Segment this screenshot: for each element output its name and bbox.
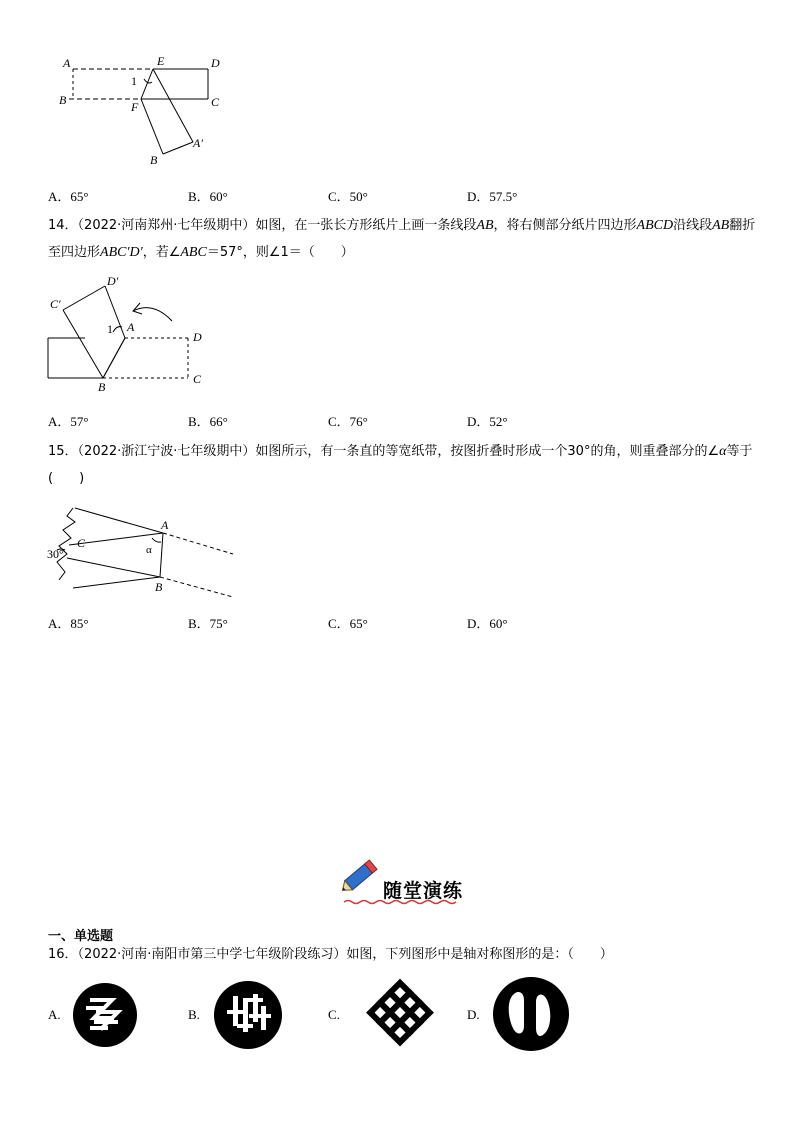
q15-label-alpha: α [146,544,152,556]
q14-label-d-prime: D′ [107,275,119,288]
q14-source: （2022·河南郑州·七年级期中） [77,218,256,233]
q14-text-2: ，将右侧部分纸片四边形 [493,218,637,233]
q15-option-a: A．85° [48,616,89,631]
q16-text: 如图，下列图形中是轴对称图形的是：（ ） [346,947,613,962]
q14-abc: ABC [180,245,207,260]
q16-stem [48,941,760,968]
q16-source: （2022·河南·南阳市第三中学七年级阶段练习） [77,947,347,962]
q15-option-d: D．60° [467,616,508,631]
banner-title: 随堂演练 [383,880,464,902]
q15-label-30: 30° [47,547,64,561]
logo-a-icon [72,982,138,1048]
q14-ab-1: AB [476,218,494,233]
q15-alpha: α [719,444,727,459]
q16-number: 16． [48,947,78,962]
q14-option-c: C．76° [328,414,368,429]
q14-ab-2: AB [712,218,730,233]
q14-abcd: ABCD [636,218,674,233]
q14-text-3: 沿线段 [673,218,713,233]
q14-option-b: B．66° [188,414,228,429]
q13-label-c: C [211,95,220,109]
logo-d-icon [492,976,570,1052]
q13-option-a: A．65° [48,189,89,204]
q13-label-a: A [63,56,71,70]
q15-text-2: 等于( ) [48,444,753,486]
q15-source: （2022·浙江宁波·七年级期中） [77,444,256,459]
q13-label-a-prime: A′ [193,136,203,150]
logo-b-icon [213,980,283,1050]
q13-label-e: E [157,54,165,68]
q13-option-b: B．60° [188,189,228,204]
q14-text-5: ，若∠ [142,245,181,260]
q14-text-6: ＝57°，则∠1＝（ ） [206,245,354,260]
q16-option-b-label: B. [188,1007,200,1022]
q14-option-a: A．57° [48,414,89,429]
q16-option-d-label: D. [467,1007,480,1022]
q14-number: 14． [48,218,78,233]
q13-label-b: B [150,153,158,164]
knot-c-icon [354,976,446,1052]
q14-stem [48,212,760,266]
q15-label-c: C [77,536,86,550]
q14-label-b: B [98,380,106,393]
q13-label-d: D [211,56,220,70]
q14-option-d: D．52° [467,414,508,429]
q14-label-a: A [127,320,135,334]
q13-label-f: F [131,100,139,114]
q13-option-d: D．57.5° [467,189,518,204]
q16-option-c-label: C. [328,1007,340,1022]
q14-text-1: 如图，在一张长方形纸片上画一条线段 [255,218,477,233]
q15-text-1: 如图所示，有一条直的等宽纸带，按图折叠时形成一个30°的角，则重叠部分的∠ [255,444,720,459]
q13-figure [55,52,235,164]
q13-label-b-left: B [59,93,67,107]
q14-label-d: D [193,330,202,344]
q15-label-b: B [155,580,163,594]
q15-stem [48,438,760,492]
q15-number: 15． [48,444,78,459]
q15-label-a: A [161,518,169,532]
q14-figure [45,275,220,393]
q14-text-4: 翻折至四边形 [48,218,756,260]
q14-label-c: C [193,372,202,386]
q13-option-c: C．50° [328,189,368,204]
q14-label-c-prime: C′ [50,297,61,311]
q15-option-c: C．65° [328,616,368,631]
section-title: 一、单选题 [48,929,114,944]
pencil-icon [336,852,384,902]
q14-label-1: 1 [107,322,113,336]
q15-figure [45,500,240,598]
q15-option-b: B．75° [188,616,228,631]
q16-option-a-label: A. [48,1007,61,1022]
q14-abcd-prime: ABC′D′ [100,245,143,260]
banner-underline [344,899,460,905]
q13-label-1: 1 [131,74,137,88]
